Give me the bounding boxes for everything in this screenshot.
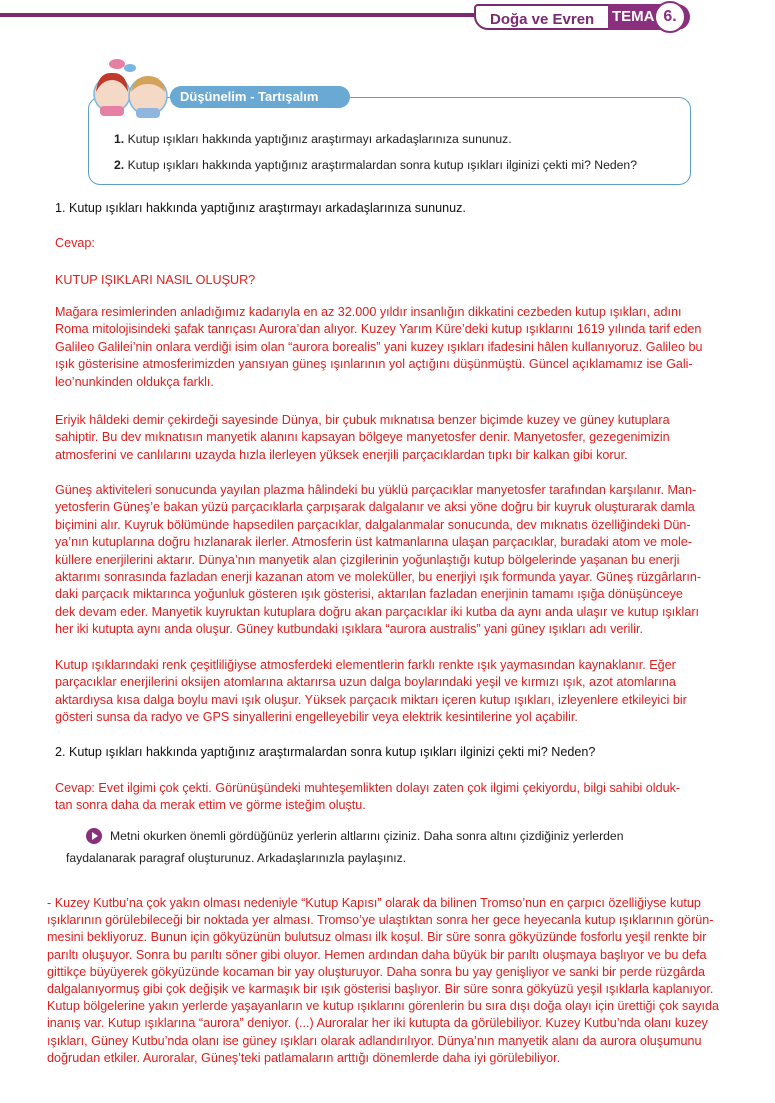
text-line: inanış var. Kutup ışıklarına “aurora” deniyor. (...) Auroralar her iki kutupta da görülebiliyor. Kuzey Kutbu’nda olanı kuzey bbox=[47, 1016, 708, 1031]
text-line: Kutup ışıklarındaki renk çeşitliliğiyse atmosferdeki elementlerin farklı renkte ışık yaymasından kaynaklanır. Eğer bbox=[55, 658, 676, 672]
answer1-question: 1. Kutup ışıkları hakkında yaptığınız araştırmayı arkadaşlarınıza sununuz. bbox=[55, 201, 466, 215]
text-line: ışıkları, Güney Kutbu’nda olanı ise güney ışıkları olarak adlandırılıyor. Dünya’nın manyetik alanı da aurora oluşumunu bbox=[47, 1033, 702, 1048]
question-text: Kutup ışıkları hakkında yaptığınız araştırmalardan sonra kutup ışıkları ilginizi çekti mi? Neden? bbox=[127, 158, 637, 172]
text-line: aktarımı sonrasında fazladan enerji kazanan atom ve moleküller, bu enerjiyi ışık formunda yayar. Güneş rüzgârların- bbox=[55, 570, 702, 585]
tema-label: TEMA bbox=[612, 8, 655, 25]
text-line: aktardıysa kısa dalga boylu mavi ışık oluşur. Yüksek parçacık miktarı içeren kutup ışıkları, izleyenlere etkileyici bir bbox=[55, 692, 687, 707]
text-line: parıltı oluşuyor. Sonra bu parıltı söner gibi oluyor. Hemen ardından daha büyük bir parıltı oluşmaya başlıyor ve bu defa bbox=[47, 947, 707, 962]
answer1-paragraph-2 bbox=[55, 412, 755, 464]
arrow-bullet-icon bbox=[86, 828, 102, 844]
section-tab bbox=[474, 4, 624, 30]
text-line: atmosferini ve canlılarını uzayda hızla ilerleyen yüksek enerjili parçacıklardan tıpkı bir kalkan gibi korur. bbox=[55, 447, 628, 462]
text-line: Kutup bölgelerine yakın yerlerde yaşayanların ve kutup ışıklarını görenlerin bu sıra dışı doğa olayı için ürettiği çok sayıda bbox=[47, 999, 720, 1014]
text-line: sahiptir. Bu dev mıknatısın manyetik alanını kapsayan bölgeye manyetosfer denir. Manyetosfer, gezegenimizin bbox=[55, 430, 670, 445]
text-line: ışık gösterisine atmosferimizden yansıyan güneş ışınlarının yol açtığını düşünmüştü. Güncel açıklamamız ise Gali- bbox=[55, 357, 693, 372]
text-line: daki parçacık miktarınca yoğunluk gösteren ışık gösterisi, aktarılan fazladan enerjinin tamamı ışığa dönüşünceye bbox=[55, 587, 683, 602]
text-line: gösteri sunsa da radyo ve GPS sinyallerini engelleyebilir veya elektrik kesintilerine yol açabilir. bbox=[55, 710, 578, 725]
text-line: leo’nunkinden oldukça farklı. bbox=[55, 374, 214, 389]
answer1-label: Cevap: bbox=[55, 236, 95, 250]
text-line: Roma mitolojisindeki şafak tanrıçası Aurora’dan alıyor. Kuzey Yarım Küre’deki kutup ışıklarını 1619 yılında tarif eden bbox=[55, 322, 702, 337]
theme-tab bbox=[470, 0, 695, 38]
text-line: doğrudan etkiler. Auroralar, Güneş’teki patlamaların arttığı dönemlerde daha iyi görülebiliyor. bbox=[47, 1050, 561, 1065]
text-line: mesini bekliyoruz. Bunun için gökyüzünün bulutsuz olması ilk koşul. Bir süre sonra gökyüzünde fosforlu yeşil renkte bir bbox=[47, 930, 707, 945]
discussion-question-1 bbox=[114, 132, 512, 146]
text-line: parçacıklar enerjilerini oksijen atomlarına aktarırsa uzun dalga boylarındaki yeşil ve kırmızı ışık, azot atomlarına bbox=[55, 675, 676, 690]
text-line: dalgalanıyormuş gibi çok değişik ve karmaşık bir ışık gösterisi başlıyor. Bir süre sonra gökyüzü yeşil ışıklarla kaplanıyor. bbox=[47, 982, 714, 997]
discussion-question-2 bbox=[114, 158, 637, 172]
header-rule bbox=[0, 13, 478, 17]
instruction-line-1: Metni okurken önemli gördüğünüz yerlerin altlarını çiziniz. Daha sonra altını çizdiğiniz yerlerden bbox=[110, 829, 624, 843]
text-line: Galileo Galilei’nin onlara verdiği isim olan “aurora borealis” yani kuzey ışıkları ifadesini hâlen kullanıyoruz. Galileo bu bbox=[55, 339, 703, 354]
text-line: Cevap: Evet ilgimi çok çekti. Görünüşündeki muhteşemlikten dolayı zaten çok ilgimi çekiyordu, bilgi sahibi olduk- bbox=[55, 781, 681, 795]
text-line: biçimini alır. Kuyruk bölümünde hapsedilen parçacıklar, dalgalanmalar sonucunda, dev mıknatıs özelliğindeki Dün- bbox=[55, 517, 691, 532]
text-line: ışıklarının görülebileceği bir noktada yer alması. Tromso’ye ulaştıktan sonra her gece heyecanla kutup ışıklarının görün- bbox=[47, 913, 714, 928]
question-text: Kutup ışıkları hakkında yaptığınız araştırmayı arkadaşlarınıza sununuz. bbox=[127, 132, 512, 146]
answer1-paragraph-3 bbox=[55, 482, 755, 639]
discussion-title: Düşünelim - Tartışalım bbox=[170, 86, 350, 108]
tema-number: 6. bbox=[654, 1, 686, 33]
text-line: Mağara resimlerinden anladığımız kadarıyla en az 32.000 yıldır insanlığın dikkatini cezbeden kutup ışıkları, adını bbox=[55, 305, 682, 319]
students-illustration bbox=[90, 58, 175, 120]
section-title: Doğa ve Evren bbox=[490, 11, 595, 28]
answer1-paragraph-4 bbox=[55, 657, 755, 727]
answer1-heading: KUTUP IŞIKLARI NASIL OLUŞUR? bbox=[55, 273, 256, 287]
text-line: gittikçe büyüyerek gökyüzünde kocaman bir yay oluşturuyor. Daha sonra bu yay genişliyor ve sanki bir perde rüzgârda bbox=[47, 964, 706, 979]
text-line: Güneş aktiviteleri sonucunda yayılan plazma hâlindeki bu yüklü parçacıklar manyetosfer tarafından karşılanır. Man- bbox=[55, 483, 697, 497]
text-line: yetosferin Güneş’e bakan yüzü parçacıklarla çarpışarak dalgalanır ve aksi yöne doğru bir kuyruk oluşturarak damla bbox=[55, 500, 695, 515]
text-line: her iki kutupta aynı anda oluşur. Güney kutbundaki ışıklara “aurora australis” yani güney ışıkları adı verilir. bbox=[55, 622, 644, 637]
instruction-line-2: faydalanarak paragraf oluşturunuz. Arkadaşlarınızla paylaşınız. bbox=[66, 851, 407, 865]
text-line: ya’nın kutuplarına doğru hızlanarak ilerler. Atmosferin üst katmanlarına ulaşan parçacıklar, buradaki atom ve mole- bbox=[55, 535, 693, 550]
question-number: 2. bbox=[114, 158, 125, 172]
text-line: Eriyik hâldeki demir çekirdeği sayesinde Dünya, bir çubuk mıknatısa benzer biçimde kuzey ve güney kutuplara bbox=[55, 413, 670, 427]
answer1-paragraph-1 bbox=[55, 304, 755, 391]
answer2-question: 2. Kutup ışıkları hakkında yaptığınız araştırmalardan sonra kutup ışıkları ilginizi çekti mi? Neden? bbox=[55, 745, 596, 759]
answer2-response bbox=[55, 780, 755, 815]
text-line: - Kuzey Kutbu’na çok yakın olması nedeniyle “Kutup Kapısı” olarak da bilinen Tromso’nun en çarpıcı özelliğiyse kutup bbox=[47, 896, 701, 910]
text-line: tan sonra daha da merak ettim ve görme isteğim oluştu. bbox=[55, 798, 366, 813]
student-paragraph bbox=[47, 895, 767, 1067]
text-line: küllere enerjilerini aktarır. Dünya’nın manyetik alan çizgilerinin yoğunlaştığı kutup bölgelerinde yaşanan bu enerji bbox=[55, 552, 680, 567]
text-line: dek devam eder. Manyetik kuyruktan kutuplara doğru akan parçacıklar iki kutba da aynı anda ulaşır ve kutup ışıkları bbox=[55, 604, 700, 619]
question-number: 1. bbox=[114, 132, 125, 146]
